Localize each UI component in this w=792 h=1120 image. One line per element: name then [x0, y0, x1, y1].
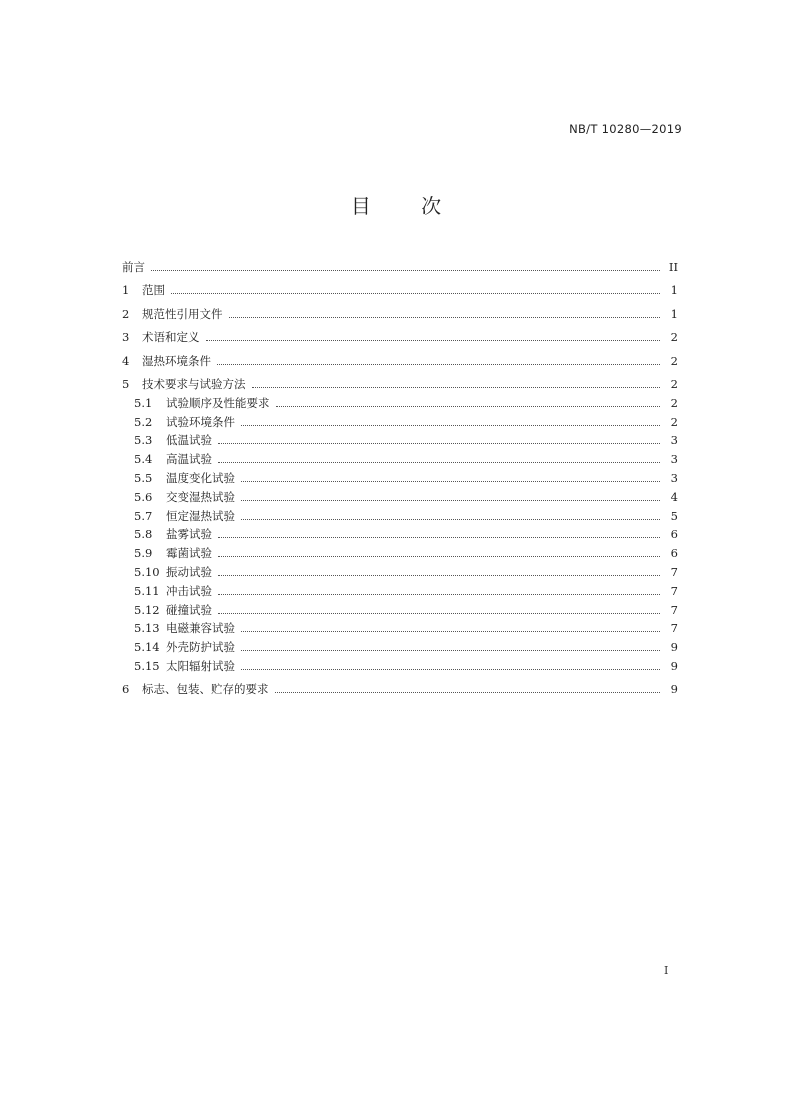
standard-code: NB/T 10280—2019 — [569, 122, 682, 136]
table-of-contents — [122, 250, 678, 696]
toc-dot-leader — [218, 443, 660, 444]
toc-entry-number: 5.13 — [134, 621, 160, 636]
toc-entry-number: 5.14 — [134, 640, 160, 655]
toc-entry[interactable] — [122, 410, 678, 429]
toc-entry[interactable] — [122, 485, 678, 504]
toc-entry-title: 碰撞试验 — [166, 602, 212, 617]
toc-entry[interactable] — [122, 250, 678, 274]
toc-entry[interactable] — [122, 617, 678, 636]
toc-dot-leader — [151, 270, 660, 271]
toc-entry[interactable] — [122, 654, 678, 673]
toc-entry-title: 术语和定义 — [142, 330, 200, 344]
toc-entry-page: 2 — [670, 414, 678, 429]
toc-dot-leader — [218, 594, 660, 595]
toc-entry-page: 7 — [670, 602, 678, 617]
toc-entry-number: 5.10 — [134, 564, 160, 579]
toc-dot-leader — [218, 556, 660, 557]
toc-entry-page: 9 — [670, 658, 678, 673]
toc-entry-page: 9 — [670, 640, 678, 655]
toc-entry[interactable] — [122, 429, 678, 448]
toc-dot-leader — [275, 692, 661, 693]
toc-entry-page: 4 — [670, 489, 678, 504]
toc-entry-title: 盐雾试验 — [166, 527, 212, 542]
toc-entry[interactable] — [122, 560, 678, 579]
toc-entry-title: 试验环境条件 — [166, 414, 235, 429]
toc-entry-page: 3 — [670, 433, 678, 448]
toc-dot-leader — [241, 669, 660, 670]
toc-dot-leader — [206, 340, 661, 341]
toc-entry-title: 温度变化试验 — [166, 470, 235, 485]
toc-entry[interactable] — [122, 579, 678, 598]
toc-entry-number: 5.11 — [134, 583, 160, 598]
toc-dot-leader — [229, 317, 661, 318]
toc-dot-leader — [241, 631, 660, 632]
toc-dot-leader — [241, 425, 660, 426]
toc-entry[interactable] — [122, 635, 678, 654]
toc-entry-title: 标志、包装、贮存的要求 — [142, 682, 269, 697]
toc-entry-page: 7 — [670, 564, 678, 579]
toc-entry-number: 2 — [122, 306, 130, 321]
toc-entry-title: 高温试验 — [166, 452, 212, 467]
toc-entry-title: 冲击试验 — [166, 583, 212, 598]
toc-dot-leader — [241, 481, 660, 482]
toc-entry-title: 霉菌试验 — [166, 546, 212, 561]
toc-entry-title: 外壳防护试验 — [166, 640, 235, 655]
toc-entry-number: 5 — [122, 377, 130, 391]
toc-entry-number: 4 — [122, 353, 130, 368]
toc-entry-number: 5.7 — [134, 508, 153, 523]
toc-entry[interactable] — [122, 541, 678, 560]
toc-entry-page: 2 — [670, 395, 678, 410]
toc-dot-leader — [218, 575, 660, 576]
toc-entry-number: 1 — [122, 283, 130, 297]
toc-dot-leader — [218, 462, 660, 463]
toc-entry-title: 振动试验 — [166, 564, 212, 579]
toc-entry[interactable] — [122, 598, 678, 617]
toc-dot-leader — [276, 406, 661, 407]
toc-entry-page: 3 — [670, 452, 678, 467]
toc-entry[interactable] — [122, 466, 678, 485]
toc-entry-number: 5.8 — [134, 527, 153, 542]
toc-entry-page: 7 — [670, 621, 678, 636]
toc-entry[interactable] — [122, 673, 678, 697]
toc-entry-number: 5.9 — [134, 546, 153, 561]
toc-entry-number: 3 — [122, 330, 130, 344]
toc-entry[interactable] — [122, 523, 678, 542]
toc-entry-page: 2 — [670, 353, 678, 368]
toc-entry-title: 范围 — [142, 283, 165, 297]
toc-entry-number: 5.4 — [134, 452, 153, 467]
toc-entry-number: 5.3 — [134, 433, 153, 448]
page-title: 目 次 — [350, 194, 464, 218]
toc-dot-leader — [218, 613, 660, 614]
toc-entry-page: 5 — [670, 508, 678, 523]
page-number: I — [664, 964, 669, 977]
toc-entry-page: 6 — [670, 546, 678, 561]
toc-entry[interactable] — [122, 321, 678, 345]
toc-entry-page: 2 — [670, 377, 678, 391]
toc-entry-title: 试验顺序及性能要求 — [166, 395, 270, 410]
toc-dot-leader — [171, 293, 660, 294]
toc-entry[interactable] — [122, 447, 678, 466]
toc-entry-number: 5.5 — [134, 470, 153, 485]
toc-entry[interactable] — [122, 297, 678, 321]
toc-entry-page: 1 — [670, 283, 678, 297]
toc-entry[interactable] — [122, 391, 678, 410]
toc-entry-number: 5.12 — [134, 602, 160, 617]
toc-entry-title: 技术要求与试验方法 — [142, 377, 246, 391]
toc-entry-title: 规范性引用文件 — [142, 306, 223, 321]
toc-entry-title: 恒定湿热试验 — [166, 508, 235, 523]
toc-entry-number: 5.1 — [134, 395, 153, 410]
toc-entry-page: 2 — [670, 330, 678, 344]
toc-entry-number: 6 — [122, 682, 130, 697]
toc-entry[interactable] — [122, 504, 678, 523]
toc-entry-page: 7 — [670, 583, 678, 598]
toc-entry-title: 低温试验 — [166, 433, 212, 448]
toc-entry[interactable] — [122, 368, 678, 392]
toc-dot-leader — [217, 364, 660, 365]
toc-entry[interactable] — [122, 274, 678, 298]
toc-entry-title: 湿热环境条件 — [142, 353, 211, 368]
toc-dot-leader — [241, 650, 660, 651]
toc-entry-number: 5.2 — [134, 414, 153, 429]
toc-entry-title: 太阳辐射试验 — [166, 658, 235, 673]
toc-entry-page: 6 — [670, 527, 678, 542]
toc-entry-number: 5.15 — [134, 658, 160, 673]
toc-dot-leader — [218, 537, 660, 538]
toc-entry-page: II — [668, 259, 678, 274]
toc-entry-page: 1 — [670, 306, 678, 321]
toc-dot-leader — [241, 500, 660, 501]
toc-entry-title: 交变湿热试验 — [166, 489, 235, 504]
toc-dot-leader — [241, 519, 660, 520]
toc-entry-title: 前言 — [122, 259, 145, 274]
toc-entry-number: 5.6 — [134, 489, 153, 504]
toc-entry[interactable] — [122, 344, 678, 368]
toc-entry-page: 3 — [670, 470, 678, 485]
toc-entry-title: 电磁兼容试验 — [166, 621, 235, 636]
toc-dot-leader — [252, 387, 661, 388]
toc-entry-page: 9 — [670, 682, 678, 697]
